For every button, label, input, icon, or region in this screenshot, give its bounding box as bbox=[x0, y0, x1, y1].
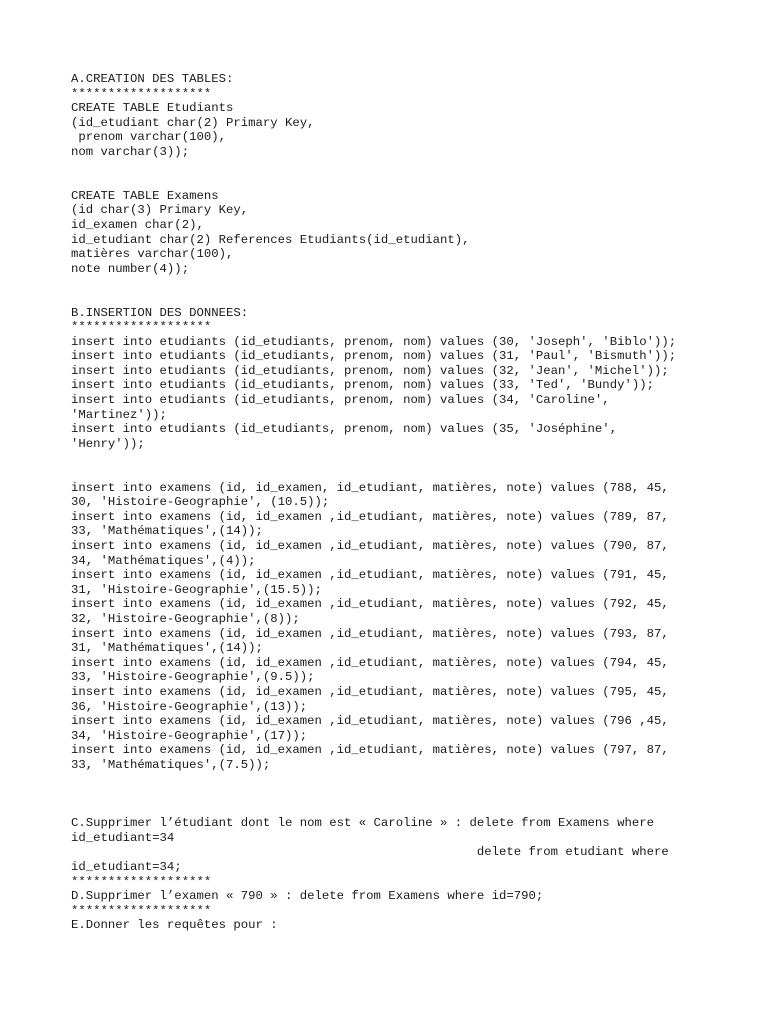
spacer bbox=[71, 773, 751, 817]
code-line: insert into examens (id, id_examen ,id_etudiant, matières, note) values (794, 45, bbox=[71, 655, 669, 670]
code-line: 34, 'Mathématiques',(4)); bbox=[71, 553, 256, 568]
code-line: 36, 'Histoire-Geographie',(13)); bbox=[71, 699, 308, 714]
code-line: 34, 'Histoire-Geographie',(17)); bbox=[71, 728, 308, 743]
code-line: insert into examens (id, id_examen ,id_etudiant, matières, note) values (791, 45, bbox=[71, 568, 669, 583]
code-line: 33, 'Mathématiques',(7.5)); bbox=[71, 757, 271, 772]
code-line: insert into examens (id, id_examen ,id_etudiant, matières, note) values (796 ,45, bbox=[71, 714, 669, 729]
code-line: insert into examens (id, id_examen, id_etudiant, matières, note) values (788, 45, bbox=[71, 480, 669, 495]
code-line: insert into examens (id, id_examen ,id_etudiant, matières, note) values (789, 87, bbox=[71, 509, 669, 524]
spacer bbox=[71, 276, 751, 305]
code-line: insert into examens (id, id_examen ,id_etudiant, matières, note) values (790, 87, bbox=[71, 539, 669, 553]
code-line: 'Martinez')); bbox=[71, 407, 167, 422]
separator: ******************* bbox=[71, 320, 212, 335]
section-c-line: delete from etudiant where bbox=[71, 845, 669, 860]
separator: ******************* bbox=[71, 874, 212, 889]
spacer bbox=[71, 160, 751, 189]
code-line: insert into etudiants (id_etudiants, prenom, nom) values (33, 'Ted', 'Bundy')); bbox=[71, 378, 654, 393]
code-line: id_etudiant char(2) References Etudiants(id_etudiant), bbox=[71, 232, 470, 247]
separator: ******************* bbox=[71, 903, 212, 918]
code-line: prenom varchar(100), bbox=[71, 130, 226, 145]
section-d-line: D.Supprimer l’examen « 790 » : delete from Examens where id=790; bbox=[71, 889, 544, 904]
code-line: insert into etudiants (id_etudiants, prenom, nom) values (30, 'Joseph', 'Biblo')); bbox=[71, 334, 677, 349]
code-line: 33, 'Mathématiques',(14)); bbox=[71, 524, 263, 539]
code-line: 32, 'Histoire-Geographie',(8)); bbox=[71, 611, 300, 626]
document-page bbox=[71, 72, 751, 933]
code-line: insert into etudiants (id_etudiants, prenom, nom) values (35, 'Joséphine', bbox=[71, 422, 618, 437]
code-line: 'Henry')); bbox=[71, 436, 145, 451]
section-c-line: C.Supprimer l’étudiant dont le nom est « Caroline » : delete from Examens where bbox=[71, 816, 654, 831]
separator: ******************* bbox=[71, 86, 212, 101]
code-line: insert into etudiants (id_etudiants, prenom, nom) values (34, 'Caroline', bbox=[71, 393, 610, 408]
code-line: 33, 'Histoire-Geographie',(9.5)); bbox=[71, 670, 315, 685]
code-line: 31, 'Histoire-Geographie',(15.5)); bbox=[71, 582, 322, 597]
section-c-line: id_etudiant=34 bbox=[71, 830, 175, 845]
code-line: 30, 'Histoire-Geographie', (10.5)); bbox=[71, 495, 330, 510]
code-line: note number(4)); bbox=[71, 261, 190, 276]
code-line: insert into examens (id, id_examen ,id_etudiant, matières, note) values (792, 45, bbox=[71, 597, 669, 612]
code-line: nom varchar(3)); bbox=[71, 144, 190, 159]
code-line: insert into etudiants (id_etudiants, prenom, nom) values (31, 'Paul', 'Bismuth')); bbox=[71, 349, 677, 364]
section-a-heading: A.CREATION DES TABLES: bbox=[71, 72, 234, 86]
code-line: CREATE TABLE Etudiants bbox=[71, 101, 234, 116]
section-b-heading: B.INSERTION DES DONNEES: bbox=[71, 305, 249, 320]
code-line: insert into examens (id, id_examen ,id_etudiant, matières, note) values (795, 45, bbox=[71, 684, 669, 699]
code-line: (id char(3) Primary Key, bbox=[71, 203, 249, 218]
section-e-line: E.Donner les requêtes pour : bbox=[71, 918, 278, 933]
code-line: id_examen char(2), bbox=[71, 217, 204, 232]
code-line: insert into examens (id, id_examen ,id_etudiant, matières, note) values (793, 87, bbox=[71, 626, 669, 641]
code-line: matières varchar(100), bbox=[71, 247, 234, 262]
code-line: insert into examens (id, id_examen ,id_etudiant, matières, note) values (797, 87, bbox=[71, 743, 669, 758]
spacer bbox=[71, 451, 751, 480]
section-c-line: id_etudiant=34; bbox=[71, 860, 182, 875]
code-line: 31, 'Mathématiques',(14)); bbox=[71, 641, 263, 656]
code-line: (id_etudiant char(2) Primary Key, bbox=[71, 115, 315, 130]
code-line: CREATE TABLE Examens bbox=[71, 188, 219, 203]
code-line: insert into etudiants (id_etudiants, prenom, nom) values (32, 'Jean', 'Michel')); bbox=[71, 363, 669, 378]
